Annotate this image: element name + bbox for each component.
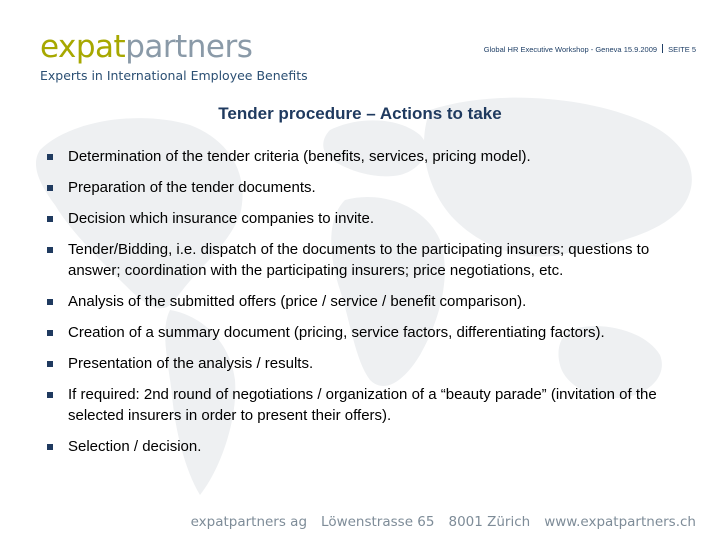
bullet-square-icon (47, 185, 53, 191)
footer-city: 8001 Zürich (448, 514, 531, 530)
bullet-text: Decision which insurance companies to invite. (68, 210, 374, 227)
bullet-item (40, 436, 680, 457)
bullet-item (40, 208, 680, 229)
bullet-text: Determination of the tender criteria (benefits, services, pricing model). (68, 148, 531, 165)
logo-wordmark (40, 30, 308, 64)
header-meta (484, 44, 696, 54)
bullet-square-icon (47, 154, 53, 160)
bullet-square-icon (47, 361, 53, 367)
bullet-text: Preparation of the tender documents. (68, 179, 316, 196)
bullet-item (40, 353, 680, 374)
bullet-item (40, 291, 680, 312)
bullet-text: Creation of a summary document (pricing, service factors, differentiating factors). (68, 324, 605, 341)
bullet-square-icon (47, 444, 53, 450)
bullet-text: Tender/Bidding, i.e. dispatch of the documents to the participating insurers; questions to answer; coordination with the participating insurers; price negotiations, etc. (68, 241, 650, 279)
bullet-square-icon (47, 216, 53, 222)
footer-website[interactable]: www.expatpartners.ch (544, 514, 696, 530)
bullet-item (40, 239, 680, 281)
bullet-list (40, 146, 680, 467)
event-label: Global HR Executive Workshop - Geneva 15.9.2009 (483, 45, 658, 54)
footer-contact (191, 514, 696, 530)
company-logo (40, 30, 308, 83)
bullet-square-icon (47, 247, 53, 253)
bullet-item (40, 322, 680, 343)
bullet-text: Presentation of the analysis / results. (68, 355, 314, 372)
bullet-square-icon (47, 299, 53, 305)
header-divider (662, 44, 663, 53)
bullet-item (40, 146, 680, 167)
footer-company: expatpartners ag (190, 514, 308, 530)
bullet-text: Analysis of the submitted offers (price / service / benefit comparison). (68, 293, 527, 310)
logo-word-partners: partners (125, 29, 253, 65)
slide-title: Tender procedure – Actions to take (218, 104, 502, 123)
bullet-square-icon (47, 330, 53, 336)
footer-street: Löwenstrasse 65 (321, 514, 435, 530)
bullet-item (40, 177, 680, 198)
bullet-square-icon (47, 392, 53, 398)
logo-word-expat: expat (40, 29, 126, 65)
logo-tagline: Experts in International Employee Benefits (40, 68, 308, 83)
bullet-text: Selection / decision. (68, 438, 202, 455)
page-number: SEITE 5 (668, 45, 696, 54)
bullet-text: If required: 2nd round of negotiations / organization of a “beauty parade” (invitation of the selected insurers in order to present their offers). (68, 386, 657, 424)
bullet-item (40, 384, 680, 426)
